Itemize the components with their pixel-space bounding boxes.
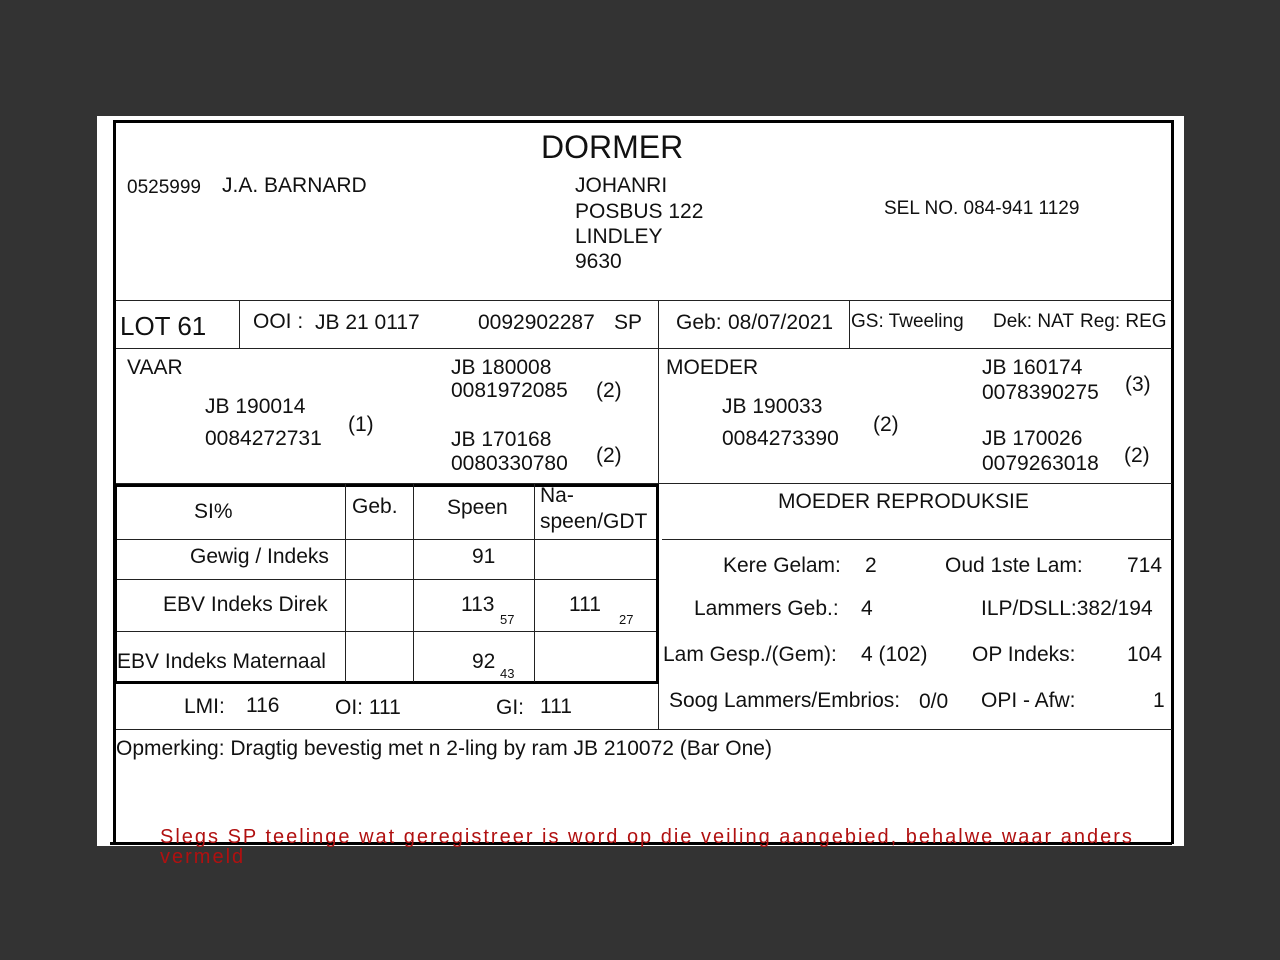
column-header-geb: Geb. bbox=[352, 495, 398, 518]
dam-number: 0084273390 bbox=[722, 427, 839, 450]
divider bbox=[656, 484, 659, 684]
ilp-dsll: ILP/DSLL:382/194 bbox=[981, 597, 1153, 620]
breeder-number: 0525999 bbox=[127, 177, 201, 198]
lammers-geb-value: 4 bbox=[861, 597, 873, 620]
kere-gelam-label: Kere Gelam: bbox=[723, 554, 841, 577]
gi-label: GI: bbox=[496, 696, 525, 719]
birth-label: Geb: bbox=[676, 311, 722, 334]
speen-accuracy: 43 bbox=[500, 666, 515, 681]
dam-dam-id: JB 170026 bbox=[982, 427, 1083, 450]
sire-sire-count: (2) bbox=[596, 379, 622, 402]
address-line: LINDLEY bbox=[575, 225, 663, 248]
dam-sire-id: JB 160174 bbox=[982, 356, 1083, 379]
oi-value: OI: 111 bbox=[335, 696, 401, 719]
column-header-naspeen: speen/GDT bbox=[540, 510, 648, 533]
sire-dam-count: (2) bbox=[596, 444, 622, 467]
column-header-si: SI% bbox=[194, 500, 233, 523]
divider bbox=[239, 300, 240, 348]
divider bbox=[116, 348, 1172, 349]
sire-sire-number: 0081972085 bbox=[451, 379, 568, 402]
divider bbox=[116, 539, 659, 540]
ooi-id: JB 21 0117 bbox=[315, 311, 420, 334]
gs-status: GS: Tweeling bbox=[851, 311, 964, 332]
gi-value: 111 bbox=[540, 695, 572, 718]
address-line: 9630 bbox=[575, 250, 622, 273]
reg-status: Reg: REG bbox=[1080, 311, 1167, 332]
soog-lammers-label: Soog Lammers/Embrios: bbox=[669, 689, 901, 712]
sire-sire-id: JB 180008 bbox=[451, 356, 552, 379]
sp-code: SP bbox=[614, 311, 643, 334]
sire-dam-number: 0080330780 bbox=[451, 452, 568, 475]
column-header-speen: Speen bbox=[447, 496, 508, 519]
remark-text: Opmerking: Dragtig bevestig met n 2-ling by ram JB 210072 (Bar One) bbox=[116, 737, 772, 760]
opi-afw-value: 1 bbox=[1153, 689, 1165, 712]
divider bbox=[413, 484, 414, 682]
divider bbox=[116, 729, 1172, 730]
address-line: JOHANRI bbox=[575, 174, 668, 197]
lam-gesp-label: Lam Gesp./(Gem): bbox=[663, 643, 837, 666]
opi-afw-label: OPI - Afw: bbox=[981, 689, 1076, 712]
phone-number: SEL NO. 084-941 1129 bbox=[884, 198, 1080, 219]
sire-number: 0084272731 bbox=[205, 427, 322, 450]
column-header-naspeen: Na- bbox=[540, 484, 574, 507]
row-label-gewig: Gewig / Indeks bbox=[190, 545, 329, 568]
dek-status: Dek: NAT bbox=[993, 311, 1074, 332]
lot-number: LOT 61 bbox=[120, 311, 207, 341]
birth-date: 08/07/2021 bbox=[728, 311, 834, 334]
sire-dam-id: JB 170168 bbox=[451, 428, 552, 451]
lammers-geb-label: Lammers Geb.: bbox=[694, 597, 839, 620]
dam-sire-number: 0078390275 bbox=[982, 381, 1099, 404]
oud-1ste-lam-value: 714 bbox=[1127, 554, 1163, 577]
divider bbox=[662, 539, 1172, 540]
soog-lammers-value: 0/0 bbox=[919, 690, 949, 713]
sire-label: VAAR bbox=[127, 356, 183, 379]
speen-accuracy: 57 bbox=[500, 612, 515, 627]
kere-gelam-value: 2 bbox=[865, 554, 877, 577]
address-line: POSBUS 122 bbox=[575, 200, 704, 223]
row-label-ebv-direk: EBV Indeks Direk bbox=[163, 593, 328, 616]
divider bbox=[849, 300, 850, 348]
divider bbox=[116, 579, 659, 580]
speen-value: 91 bbox=[472, 545, 496, 568]
dam-count: (2) bbox=[873, 413, 899, 436]
divider bbox=[115, 484, 659, 487]
ooi-label: OOI : bbox=[253, 310, 304, 333]
divider bbox=[116, 300, 1172, 301]
breeder-name: J.A. BARNARD bbox=[222, 174, 367, 197]
naspeen-value: 111 bbox=[569, 593, 601, 616]
dam-dam-number: 0079263018 bbox=[982, 452, 1099, 475]
row-label-ebv-maternaal: EBV Indeks Maternaal bbox=[117, 650, 326, 673]
dam-dam-count: (2) bbox=[1124, 444, 1150, 467]
sire-count: (1) bbox=[348, 413, 374, 436]
cut-off-footer-text: Slegs SP teelinge wat geregistreer is word op die veiling aangebied, behalwe waar anders vermeld bbox=[160, 826, 1134, 868]
reproduction-title: MOEDER REPRODUKSIE bbox=[778, 490, 1029, 513]
dam-sire-count: (3) bbox=[1125, 373, 1151, 396]
speen-value: 113 bbox=[461, 593, 495, 616]
dam-label: MOEDER bbox=[666, 356, 759, 379]
speen-value: 92 bbox=[472, 650, 496, 673]
oud-1ste-lam-label: Oud 1ste Lam: bbox=[945, 554, 1083, 577]
registration-number: 0092902287 bbox=[478, 311, 595, 334]
sire-id: JB 190014 bbox=[205, 395, 306, 418]
dam-id: JB 190033 bbox=[722, 395, 823, 418]
divider bbox=[115, 681, 659, 684]
op-indeks-label: OP Indeks: bbox=[972, 643, 1076, 666]
divider bbox=[345, 484, 346, 682]
op-indeks-value: 104 bbox=[1127, 643, 1163, 666]
divider bbox=[116, 631, 659, 632]
breed-title: DORMER bbox=[541, 129, 684, 165]
divider bbox=[534, 484, 535, 682]
lmi-value: 116 bbox=[246, 694, 280, 717]
naspeen-accuracy: 27 bbox=[619, 612, 634, 627]
lam-gesp-value: 4 (102) bbox=[861, 643, 928, 666]
lmi-label: LMI: bbox=[184, 695, 225, 718]
